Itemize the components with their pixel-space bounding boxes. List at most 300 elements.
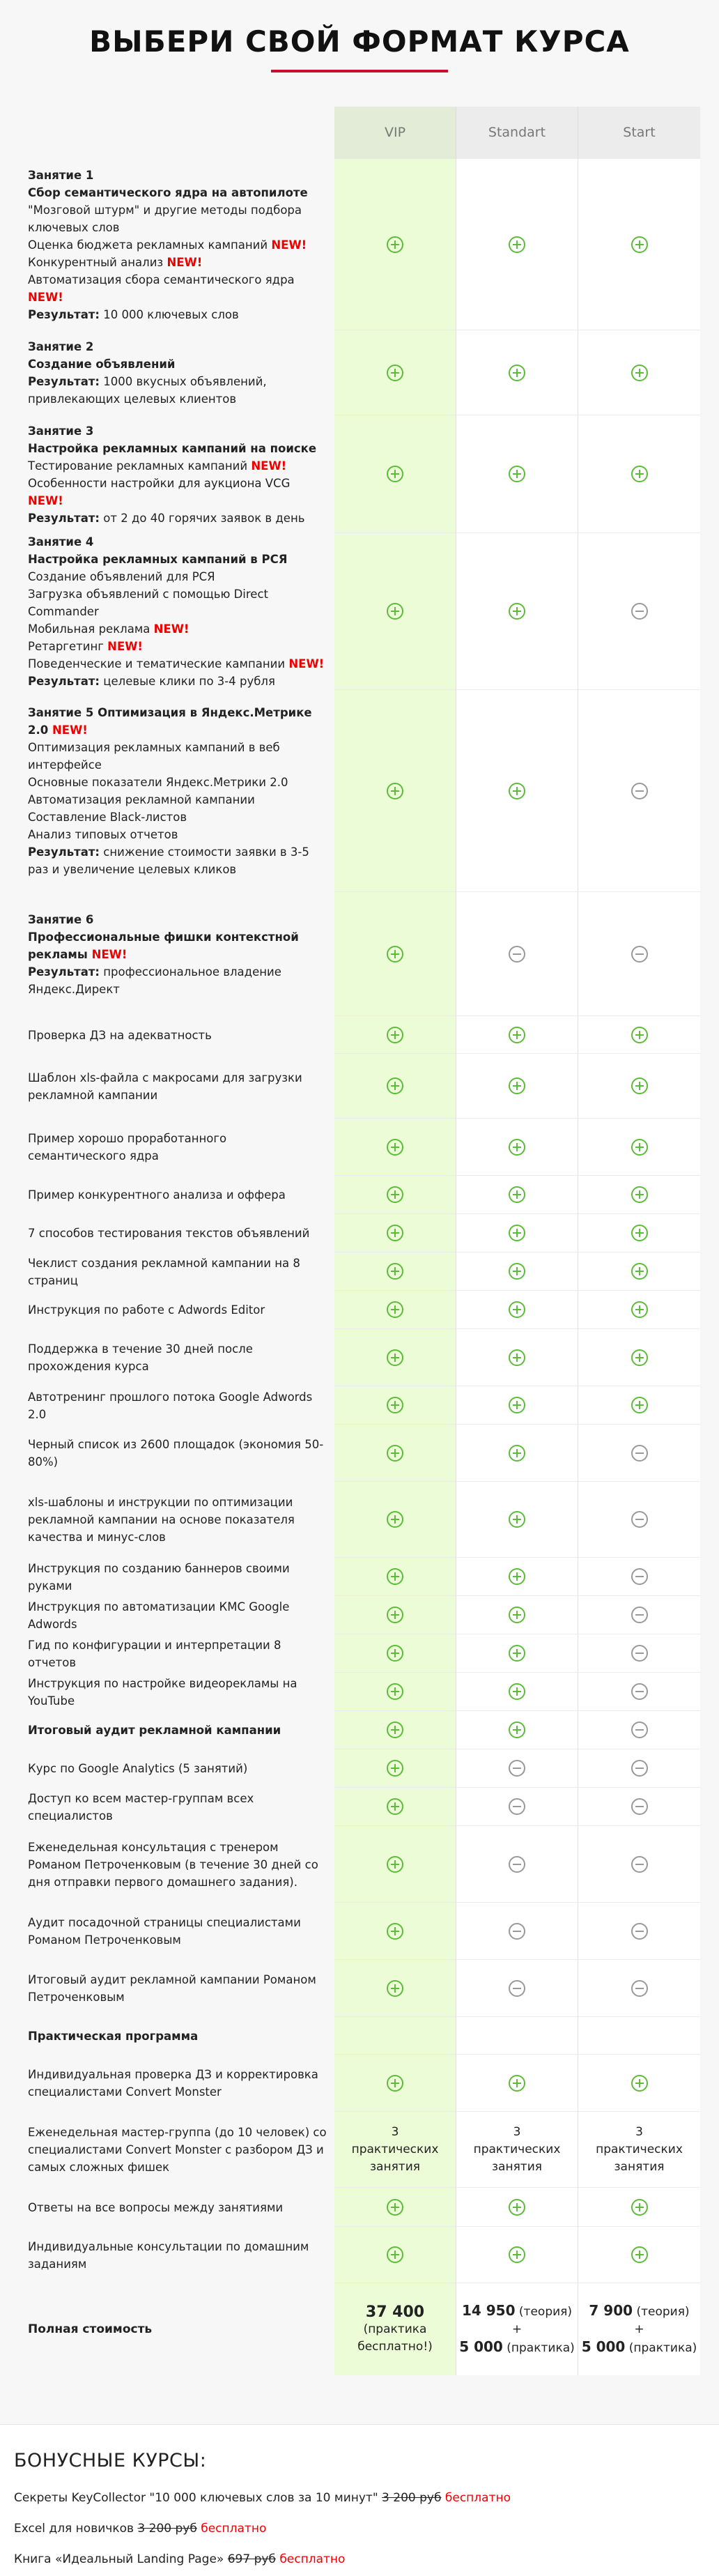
feature-line — [28, 1436, 327, 1471]
feature-text: Гид по конфигурации и интерпретации 8 отчетов — [28, 1638, 281, 1669]
plus-circle-icon — [387, 236, 403, 253]
feature-cell — [0, 1558, 334, 1596]
plus-circle-icon — [509, 1139, 525, 1156]
feature-text: Курс по Google Analytics (5 занятий) — [28, 1762, 248, 1775]
feature-cell — [0, 330, 334, 415]
feature-line — [28, 373, 327, 408]
cell-vip — [334, 2017, 456, 2055]
table-row — [0, 1425, 719, 1482]
feature-text: Тестирование рекламных кампаний — [28, 459, 252, 473]
feature-line — [28, 254, 327, 271]
minus-circle-icon — [509, 1923, 525, 1940]
feature-cell — [0, 2017, 334, 2055]
plus-circle-icon — [509, 1607, 525, 1623]
feature-cell — [0, 690, 334, 892]
feature-line — [28, 1760, 327, 1777]
bonus-free: бесплатно — [444, 2491, 511, 2505]
table-row — [0, 330, 719, 415]
feature-line — [28, 236, 327, 254]
feature-bold: Настройка рекламных кампаний в РСЯ — [28, 553, 288, 566]
cell-start — [578, 690, 700, 892]
cell-vip — [334, 1119, 456, 1176]
cell-start — [578, 1425, 700, 1482]
cell-start — [578, 1711, 700, 1749]
plus-circle-icon — [387, 603, 403, 620]
feature-cell — [0, 159, 334, 330]
feature-cell — [0, 1386, 334, 1425]
feature-line — [28, 1839, 327, 1891]
plus-circle-icon — [631, 1078, 648, 1094]
cell-vip — [334, 1252, 456, 1291]
cell-standart — [456, 1252, 578, 1291]
table-row — [0, 1119, 719, 1176]
start-note-practice: (практика) — [628, 2340, 697, 2355]
bonus-free: бесплатно — [279, 2552, 346, 2566]
minus-circle-icon — [509, 1760, 525, 1777]
table-row — [0, 1291, 719, 1329]
feature-cell — [0, 1016, 334, 1054]
vip-note: (практика бесплатно!) — [357, 2322, 433, 2354]
feature-line — [28, 620, 327, 638]
total-standart — [456, 2283, 578, 2375]
minus-circle-icon — [631, 1923, 648, 1940]
feature-bold: Занятие 3 — [28, 424, 94, 438]
cell-start — [578, 2227, 700, 2283]
start-amount-practice: 5 000 — [581, 2338, 626, 2355]
plus-circle-icon — [387, 1027, 403, 1043]
feature-cell — [0, 2227, 334, 2283]
plus-circle-icon — [387, 1683, 403, 1700]
cell-standart — [456, 159, 578, 330]
bonus-item — [14, 2551, 705, 2568]
cell-standart — [456, 1826, 578, 1903]
feature-text: 7 способов тестирования текстов объявлений — [28, 1227, 310, 1240]
feature-line — [28, 704, 327, 739]
minus-circle-icon — [509, 946, 525, 963]
feature-text: Загрузка объявлений с помощью Direct Commander — [28, 588, 268, 618]
feature-line — [28, 1069, 327, 1104]
table-row — [0, 1711, 719, 1749]
feature-line — [28, 2027, 327, 2045]
feature-bold: Результат: — [28, 511, 100, 525]
standart-amount-practice: 5 000 — [459, 2338, 503, 2355]
header-spacer — [0, 107, 334, 159]
plus-circle-icon — [387, 365, 403, 381]
table-row — [0, 533, 719, 690]
cell-start — [578, 1673, 700, 1711]
minus-circle-icon — [509, 1798, 525, 1815]
table-row — [0, 1903, 719, 1960]
bonus-title: БОНУСНЫЕ КУРСЫ: — [14, 2450, 207, 2471]
minus-circle-icon — [631, 1445, 648, 1462]
cell-vip — [334, 415, 456, 533]
cell-start — [578, 1176, 700, 1214]
feature-cell — [0, 533, 334, 690]
cell-start — [578, 2055, 700, 2112]
cell-start — [578, 2017, 700, 2055]
plus-circle-icon — [387, 1445, 403, 1462]
start-amount-theory: 7 900 — [589, 2301, 633, 2319]
table-row — [0, 1016, 719, 1054]
feature-text: Индивидуальные консультации по домашним заданиям — [28, 2239, 309, 2271]
bonus-free: бесплатно — [201, 2522, 267, 2536]
minus-circle-icon — [631, 783, 648, 799]
feature-text: Автоматизация сбора семантического ядра — [28, 273, 295, 286]
feature-line — [28, 355, 327, 373]
feature-text: Еженедельная консультация с тренером Романом Петроченковым (в течение 30 дней со дня отправки первого домашнего задания). — [28, 1840, 318, 1889]
cell-vip — [334, 1749, 456, 1788]
cell-vip — [334, 892, 456, 1016]
minus-circle-icon — [509, 1980, 525, 1997]
plan-start: Start — [578, 107, 700, 159]
cell-standart — [456, 1291, 578, 1329]
feature-text: Оценка бюджета рекламных кампаний — [28, 238, 272, 252]
cell-start — [578, 892, 700, 1016]
plus-circle-icon — [387, 1568, 403, 1585]
feature-line — [28, 1186, 327, 1204]
cell-vip — [334, 1673, 456, 1711]
cell-start — [578, 1558, 700, 1596]
cell-standart — [456, 330, 578, 415]
cell-text: 3 практических занятия — [473, 2124, 561, 2174]
cell-vip — [334, 1826, 456, 1903]
cell-standart — [456, 2055, 578, 2112]
plus-circle-icon — [509, 1263, 525, 1280]
feature-line — [28, 928, 327, 963]
feature-bold: Результат: — [28, 307, 100, 321]
plus-circle-icon — [387, 783, 403, 799]
feature-line — [28, 167, 327, 184]
title-underline — [271, 70, 448, 72]
new-badge: NEW! — [91, 947, 127, 961]
feature-line — [28, 509, 327, 527]
feature-text: Индивидуальная проверка ДЗ и корректировка специалистами Convert Monster — [28, 2068, 318, 2099]
feature-text: целевые клики по 3-4 рубля — [100, 675, 275, 688]
feature-text: Составление Black-листов — [28, 811, 187, 824]
feature-line — [28, 843, 327, 878]
feature-bold: Результат: — [28, 845, 100, 859]
cell-standart — [456, 892, 578, 1016]
cell-start — [578, 1252, 700, 1291]
plan-vip: VIP — [334, 107, 456, 159]
cell-standart — [456, 415, 578, 533]
cell-vip — [334, 330, 456, 415]
feature-line — [28, 1971, 327, 2006]
minus-circle-icon — [631, 1760, 648, 1777]
feature-line — [28, 673, 327, 690]
standart-note-theory: (теория) — [518, 2304, 573, 2319]
plus-circle-icon — [387, 2199, 403, 2216]
plus-circle-icon — [509, 1225, 525, 1241]
feature-text: Ретаргетинг — [28, 640, 108, 653]
plus-circle-icon — [509, 1186, 525, 1203]
plus-circle-icon — [509, 1511, 525, 1528]
feature-line — [28, 184, 327, 201]
plus-circle-icon — [509, 783, 525, 799]
new-badge: NEW! — [167, 255, 203, 269]
cell-standart — [456, 1386, 578, 1425]
plus-circle-icon — [509, 466, 525, 482]
feature-line — [28, 201, 327, 236]
feature-line — [28, 1494, 327, 1546]
feature-cell — [0, 1054, 334, 1119]
feature-line — [28, 1790, 327, 1825]
plus-circle-icon — [631, 1263, 648, 1280]
feature-line — [28, 808, 327, 826]
feature-line — [28, 2199, 327, 2216]
feature-bold: Занятие 1 — [28, 168, 94, 182]
feature-line — [28, 338, 327, 355]
bonus-item — [14, 2520, 705, 2538]
cell-start — [578, 1903, 700, 1960]
cell-vip — [334, 1054, 456, 1119]
plus-circle-icon — [509, 1722, 525, 1738]
plus-circle-icon — [387, 1263, 403, 1280]
new-badge: NEW! — [288, 657, 325, 670]
feature-cell — [0, 1425, 334, 1482]
plus-circle-icon — [387, 1301, 403, 1318]
feature-cell — [0, 2112, 334, 2188]
new-badge: NEW! — [153, 622, 190, 636]
cell-start — [578, 1960, 700, 2017]
plus-circle-icon — [387, 1186, 403, 1203]
cell-standart — [456, 1711, 578, 1749]
cell-standart — [456, 1425, 578, 1482]
feature-cell — [0, 415, 334, 533]
standart-plus: + — [511, 2322, 523, 2336]
feature-line — [28, 739, 327, 774]
cell-start — [578, 1016, 700, 1054]
table-row — [0, 1252, 719, 1291]
feature-bold: Занятие 5 Оптимизация в Яндекс.Метрике 2.0 — [28, 706, 312, 737]
table-row — [0, 1673, 719, 1711]
feature-text: Автотренинг прошлого потока Google Adwords 2.0 — [28, 1390, 313, 1421]
feature-text: 1000 вкусных объявлений, привлекающих целевых клиентов — [28, 375, 267, 406]
plus-circle-icon — [631, 365, 648, 381]
plus-circle-icon — [631, 1301, 648, 1318]
feature-line — [28, 1560, 327, 1595]
cell-standart — [456, 1903, 578, 1960]
feature-cell — [0, 1176, 334, 1214]
table-row — [0, 1482, 719, 1558]
feature-bold: Практическая программа — [28, 2029, 199, 2043]
feature-text: Особенности настройки для аукциона VCG — [28, 476, 291, 490]
plus-circle-icon — [509, 1078, 525, 1094]
feature-line — [28, 826, 327, 843]
cell-vip — [334, 2112, 456, 2188]
table-row — [0, 1214, 719, 1252]
pricing-table — [0, 107, 719, 2375]
cell-vip — [334, 1214, 456, 1252]
feature-line — [28, 585, 327, 620]
feature-cell — [0, 1596, 334, 1634]
cell-standart — [456, 1176, 578, 1214]
feature-cell — [0, 1711, 334, 1749]
bonus-old-price: 697 руб — [227, 2552, 276, 2566]
cell-vip — [334, 1386, 456, 1425]
plus-circle-icon — [631, 1397, 648, 1413]
plus-circle-icon — [631, 1186, 648, 1203]
cell-start — [578, 1119, 700, 1176]
total-start — [578, 2283, 700, 2375]
cell-vip — [334, 533, 456, 690]
table-row — [0, 1960, 719, 2017]
new-badge: NEW! — [28, 493, 63, 507]
feature-bold: Занятие 6 — [28, 912, 94, 926]
plus-circle-icon — [387, 1511, 403, 1528]
cell-vip — [334, 1634, 456, 1673]
feature-line — [28, 533, 327, 551]
feature-cell — [0, 1903, 334, 1960]
cell-start — [578, 1214, 700, 1252]
cell-standart — [456, 690, 578, 892]
cell-start — [578, 1329, 700, 1386]
table-row — [0, 892, 719, 1016]
feature-bold: Итоговый аудит рекламной кампании — [28, 1724, 281, 1737]
feature-bold: Настройка рекламных кампаний на поиске — [28, 441, 317, 455]
feature-line — [28, 1301, 327, 1319]
bonus-section — [0, 2424, 719, 2576]
feature-text: Еженедельная мастер-группа (до 10 человек) со специалистами Convert Monster с разбором ДЗ и самых сложных фишек — [28, 2126, 327, 2174]
plus-circle-icon — [631, 1139, 648, 1156]
cell-vip — [334, 159, 456, 330]
plus-circle-icon — [387, 946, 403, 963]
table-row — [0, 2055, 719, 2112]
minus-circle-icon — [631, 1607, 648, 1623]
feature-text: снижение стоимости заявки в 3-5 раз и увеличение целевых кликов — [28, 845, 309, 876]
cell-start — [578, 1634, 700, 1673]
plus-circle-icon — [509, 603, 525, 620]
plus-circle-icon — [631, 236, 648, 253]
feature-text: Черный список из 2600 площадок (экономия 50-80%) — [28, 1438, 324, 1469]
cell-start — [578, 533, 700, 690]
table-row — [0, 415, 719, 533]
cell-start — [578, 1482, 700, 1558]
feature-text: "Мозговой штурм" и другие методы подбора ключевых слов — [28, 203, 302, 234]
cell-start — [578, 1054, 700, 1119]
plus-circle-icon — [387, 1645, 403, 1662]
feature-cell — [0, 1960, 334, 2017]
plus-circle-icon — [509, 1568, 525, 1585]
feature-text: xls-шаблоны и инструкции по оптимизации рекламной кампании на основе показателя качества и минус-слов — [28, 1496, 295, 1544]
cell-vip — [334, 2055, 456, 2112]
cell-standart — [456, 1596, 578, 1634]
cell-standart — [456, 1214, 578, 1252]
plus-circle-icon — [631, 2246, 648, 2263]
plus-circle-icon — [509, 1397, 525, 1413]
plus-circle-icon — [631, 1349, 648, 1366]
minus-circle-icon — [631, 1568, 648, 1585]
feature-text: Аудит посадочной страницы специалистами Романом Петроченковым — [28, 1916, 301, 1947]
feature-text: профессиональное владение Яндекс.Директ — [28, 965, 281, 996]
standart-amount-theory: 14 950 — [461, 2301, 516, 2319]
minus-circle-icon — [631, 603, 648, 620]
cell-text: 3 практических занятия — [596, 2124, 683, 2174]
plus-circle-icon — [387, 1607, 403, 1623]
plus-circle-icon — [509, 2075, 525, 2092]
bonus-old-price: 3 200 руб — [137, 2522, 197, 2536]
cell-vip — [334, 1016, 456, 1054]
table-row — [0, 1329, 719, 1386]
table-row — [0, 2112, 719, 2188]
cell-standart — [456, 1960, 578, 2017]
feature-cell — [0, 1329, 334, 1386]
feature-line — [28, 963, 327, 998]
cell-start — [578, 1596, 700, 1634]
feature-line — [28, 422, 327, 440]
cell-standart — [456, 2227, 578, 2283]
new-badge: NEW! — [251, 459, 287, 473]
feature-text: Итоговый аудит рекламной кампании Романом Петроченковым — [28, 1973, 316, 2004]
cell-start — [578, 159, 700, 330]
cell-start — [578, 1291, 700, 1329]
feature-text: Пример хорошо проработанного семантического ядра — [28, 1132, 227, 1163]
feature-text: Инструкция по созданию баннеров своими руками — [28, 1561, 290, 1593]
minus-circle-icon — [631, 1683, 648, 1700]
minus-circle-icon — [631, 1722, 648, 1738]
feature-line — [28, 306, 327, 323]
feature-line — [28, 551, 327, 568]
plus-circle-icon — [387, 1722, 403, 1738]
new-badge: NEW! — [271, 238, 307, 252]
feature-line — [28, 1914, 327, 1949]
cell-standart — [456, 1119, 578, 1176]
plus-circle-icon — [509, 1301, 525, 1318]
feature-text: Доступ ко всем мастер-группам всех специалистов — [28, 1791, 254, 1823]
cell-standart — [456, 1749, 578, 1788]
table-row — [0, 1054, 719, 1119]
plus-circle-icon — [387, 1225, 403, 1241]
start-note-theory: (теория) — [636, 2304, 690, 2319]
plus-circle-icon — [387, 1139, 403, 1156]
table-row — [0, 1558, 719, 1596]
minus-circle-icon — [631, 1645, 648, 1662]
plus-circle-icon — [387, 1760, 403, 1777]
plus-circle-icon — [387, 1078, 403, 1094]
table-row — [0, 159, 719, 330]
table-row — [0, 1826, 719, 1903]
cell-vip — [334, 1960, 456, 2017]
start-plus: + — [634, 2322, 644, 2336]
plus-circle-icon — [387, 1397, 403, 1413]
feature-line — [28, 1722, 327, 1739]
cell-vip — [334, 2227, 456, 2283]
feature-cell — [0, 1634, 334, 1673]
cell-start — [578, 2112, 700, 2188]
feature-cell — [0, 1749, 334, 1788]
feature-text: Мобильная реклама — [28, 622, 154, 636]
feature-line — [28, 1027, 327, 1044]
minus-circle-icon — [631, 946, 648, 963]
cell-vip — [334, 1482, 456, 1558]
feature-bold: Занятие 2 — [28, 340, 94, 353]
cell-start — [578, 1788, 700, 1826]
feature-cell — [0, 1826, 334, 1903]
cell-vip — [334, 1176, 456, 1214]
plus-circle-icon — [387, 1980, 403, 1997]
feature-line — [28, 457, 327, 475]
feature-text: Инструкция по автоматизации КМС Google Adwords — [28, 1600, 290, 1631]
feature-line — [28, 1130, 327, 1165]
feature-text: Основные показатели Яндекс.Метрики 2.0 — [28, 776, 288, 789]
feature-line — [28, 911, 327, 928]
feature-line — [28, 271, 327, 306]
bonus-text: Excel для новичков — [14, 2522, 138, 2536]
feature-line — [28, 2066, 327, 2101]
plan-standart: Standart — [456, 107, 578, 159]
plus-circle-icon — [631, 2199, 648, 2216]
feature-line — [28, 1225, 327, 1242]
